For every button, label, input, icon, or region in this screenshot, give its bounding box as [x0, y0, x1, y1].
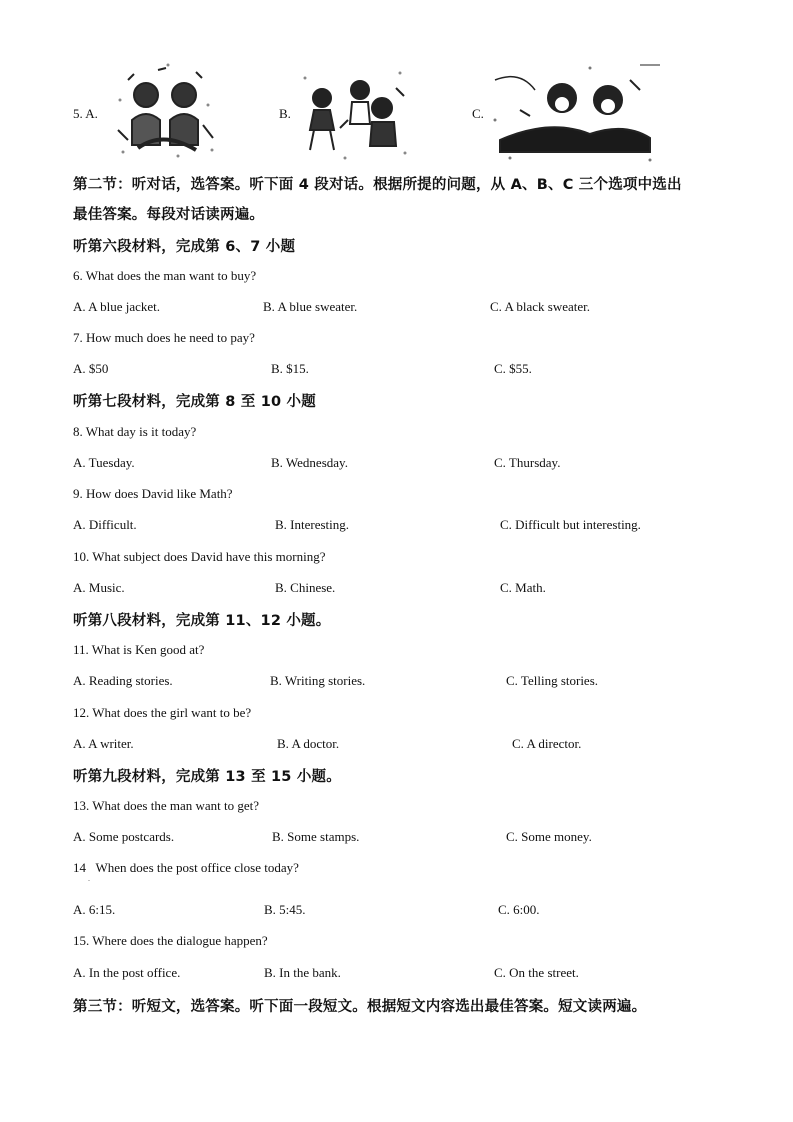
group6-title: 听第六段材料，完成第 6、7 小题: [73, 239, 296, 255]
section2-instructions-line2: 最佳答案。每段对话读两遍。: [73, 207, 265, 223]
section2-instructions-line1: 第二节：听对话，选答案。听下面 4 段对话。根据所提的问题，从 A、B、C 三个选项中选出: [73, 177, 682, 193]
q14-option-a: A. 6:15.: [73, 902, 116, 917]
q7-option-b: B. $15.: [271, 361, 309, 376]
q10-option-c: C. Math.: [500, 580, 546, 595]
group7-title: 听第七段材料，完成第 8 至 10 小题: [73, 394, 316, 410]
q12-option-c: C. A director.: [512, 736, 582, 751]
q14-option-b: B. 5:45.: [264, 902, 306, 917]
q15-option-a: A. In the post office.: [73, 965, 181, 980]
q11-option-a: A. Reading stories.: [73, 673, 173, 688]
q5-option-c-label: C.: [472, 106, 484, 121]
q5-option-b-label: B.: [279, 106, 291, 121]
q12-option-b: B. A doctor.: [277, 736, 340, 751]
question-7: 7. How much does he need to pay?: [73, 330, 255, 345]
q5-label: 5. A.: [73, 106, 98, 121]
q10-option-b: B. Chinese.: [275, 580, 336, 595]
q11-option-b: B. Writing stories.: [270, 673, 366, 688]
q8-option-a: A. Tuesday.: [73, 455, 135, 470]
question-10: 10. What subject does David have this morning?: [73, 549, 326, 564]
group8-title: 听第八段材料，完成第 11、12 小题。: [73, 613, 331, 629]
question-15: 15. Where does the dialogue happen?: [73, 933, 268, 948]
q8-option-c: C. Thursday.: [494, 455, 561, 470]
q6-option-a: A. A blue jacket.: [73, 299, 161, 314]
q6-option-b: B. A blue sweater.: [263, 299, 358, 314]
q5-picture-a: [108, 60, 218, 160]
q13-option-c: C. Some money.: [506, 829, 592, 844]
question-13: 13. What does the man want to get?: [73, 798, 260, 813]
q13-option-b: B. Some stamps.: [272, 829, 360, 844]
q9-option-a: A. Difficult.: [73, 517, 137, 532]
question-14: 14 When does the post office close today?: [73, 860, 299, 875]
q9-option-c: C. Difficult but interesting.: [500, 517, 641, 532]
section3-instructions: 第三节：听短文，选答案。听下面一段短文。根据短文内容选出最佳答案。短文读两遍。: [73, 999, 647, 1015]
q12-option-a: A. A writer.: [73, 736, 134, 751]
q15-option-b: B. In the bank.: [264, 965, 341, 980]
q14-option-c: C. 6:00.: [498, 902, 540, 917]
q15-option-c: C. On the street.: [494, 965, 579, 980]
question-6: 6. What does the man want to buy?: [73, 268, 257, 283]
q9-option-b: B. Interesting.: [275, 517, 350, 532]
question-12: 12. What does the girl want to be?: [73, 705, 252, 720]
question-11: 11. What is Ken good at?: [73, 642, 205, 657]
group9-title: 听第九段材料，完成第 13 至 15 小题。: [73, 769, 341, 785]
q5-picture-c: [490, 60, 660, 165]
q7-option-a: A. $50: [73, 361, 109, 376]
question-9: 9. How does David like Math?: [73, 486, 233, 501]
q6-option-c: C. A black sweater.: [490, 299, 591, 314]
q7-option-c: C. $55.: [494, 361, 532, 376]
q10-option-a: A. Music.: [73, 580, 125, 595]
q8-option-b: B. Wednesday.: [271, 455, 348, 470]
q11-option-c: C. Telling stories.: [506, 673, 599, 688]
question-8: 8. What day is it today?: [73, 424, 197, 439]
q5-picture-b: [300, 68, 410, 163]
q13-option-a: A. Some postcards.: [73, 829, 175, 844]
stray-dot: .: [88, 874, 90, 883]
